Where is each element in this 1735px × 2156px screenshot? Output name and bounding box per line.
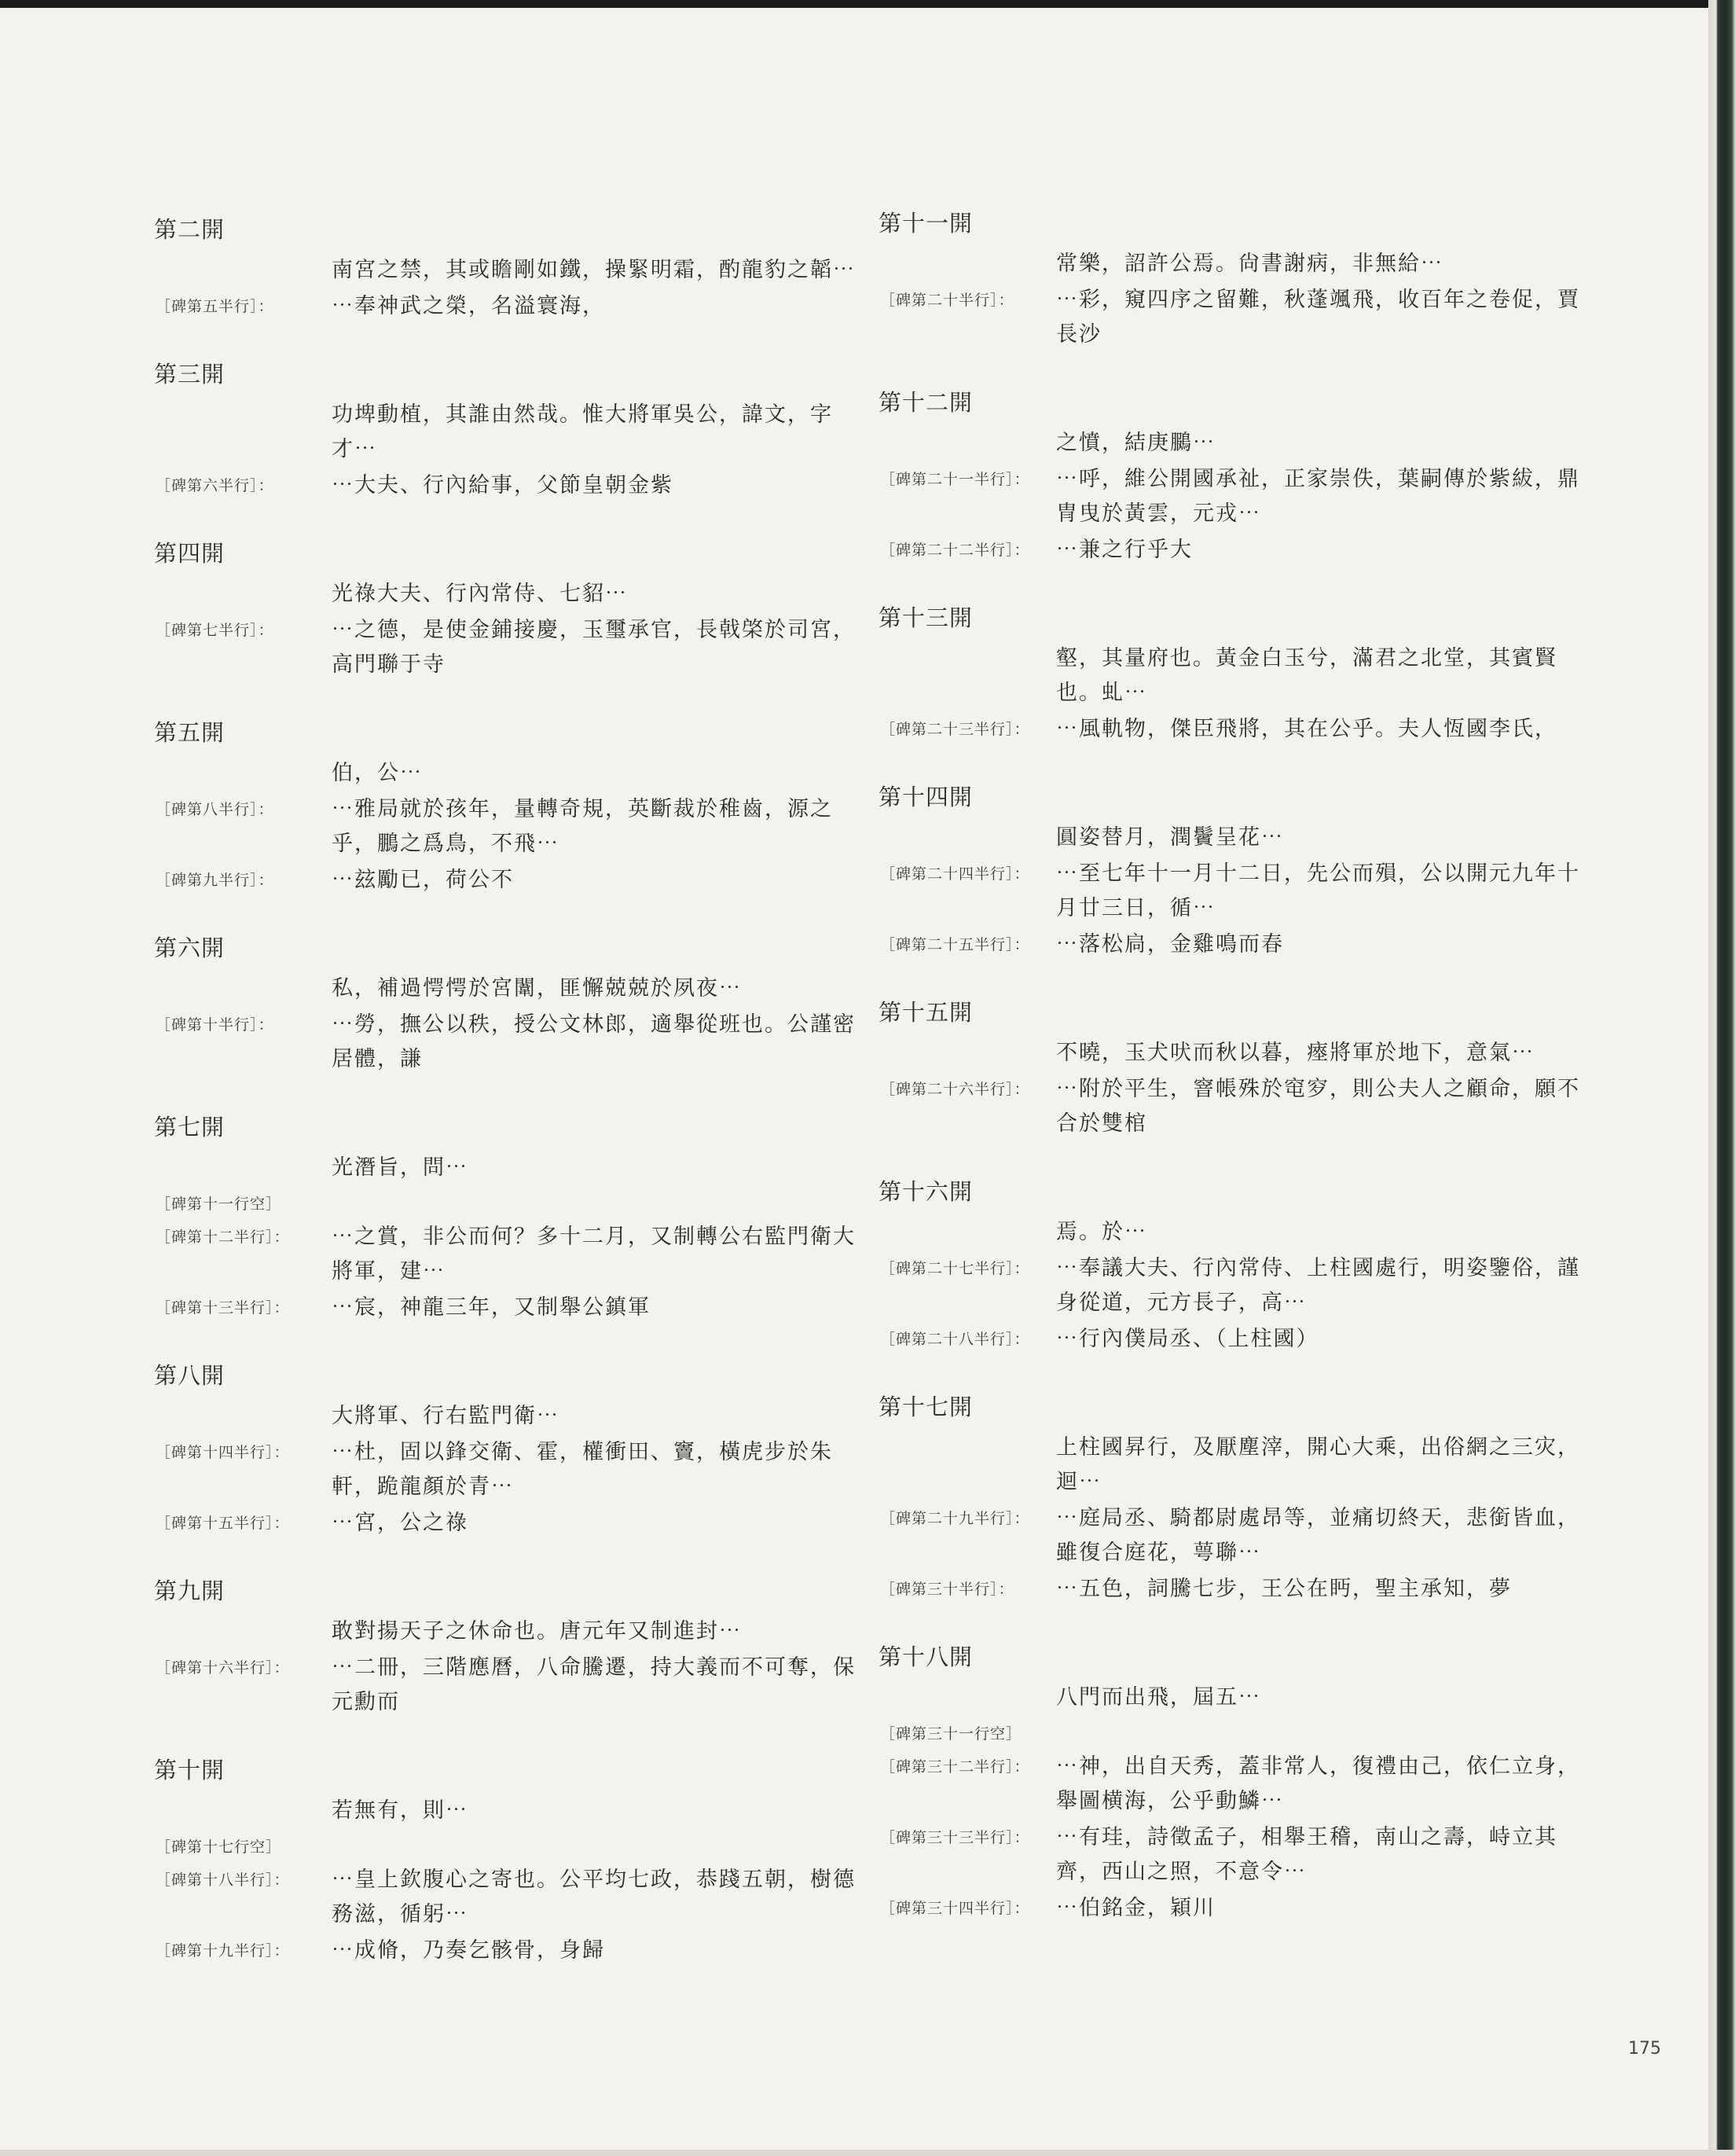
stele-line-label: ［碑第二十六半行］： [880, 1081, 1030, 1098]
stele-line-label: ［碑第十半行］： [156, 1016, 274, 1034]
inscription-text: 之憤，結庚鵩⋯ [1056, 431, 1216, 455]
bottom-edge [0, 2150, 1735, 2156]
stele-line-label: ［碑第六半行］： [156, 477, 274, 494]
inscription-line [154, 1614, 861, 1649]
stele-line-label: ［碑第三十半行］： [880, 1581, 1014, 1598]
section-heading: 第九開 [154, 1578, 226, 1604]
section [879, 601, 1586, 780]
section-heading: 第四開 [154, 540, 226, 567]
inscription-text: 私，補過愕愕於宮闈，匪懈兢兢於夙夜⋯ [332, 976, 742, 1001]
section [154, 1574, 861, 1753]
inscription-line [154, 613, 861, 682]
section [154, 715, 861, 931]
section-heading: 第八開 [154, 1362, 226, 1389]
book-binding [1708, 0, 1735, 2156]
section-heading: 第十五開 [879, 999, 974, 1026]
section [154, 931, 861, 1110]
inscription-line [879, 1891, 1586, 1926]
inscription-line [154, 289, 861, 324]
stele-line-label: ［碑第三十三半行］： [880, 1829, 1030, 1846]
inscription-text: ⋯至七年十一月十二日，先公而殞，公以開元九年十月廿三日，循⋯ [1056, 861, 1580, 920]
inscription-text: ⋯行內僕局丞、（上柱國） [1056, 1327, 1319, 1351]
inscription-line [154, 756, 861, 791]
section-spacer [154, 1077, 861, 1110]
inscription-text: 光祿大夫、行內常侍、七貂⋯ [332, 582, 628, 606]
inscription-text: 大將軍、行右監門衛⋯ [332, 1404, 559, 1428]
section-heading: 第十開 [154, 1757, 226, 1783]
inscription-line [154, 1291, 861, 1325]
inscription-line [154, 253, 861, 288]
inscription-text: 光潛旨，問⋯ [332, 1155, 468, 1180]
inscription-line [879, 247, 1586, 281]
stele-line-label: ［碑第十八半行］： [156, 1871, 290, 1889]
inscription-line [879, 1251, 1586, 1320]
inscription-text: ⋯附於平生，窨帳殊於窀穸，則公夫人之顧命，願不合於雙棺 [1056, 1077, 1580, 1136]
stele-line-label: ［碑第十一行空］ [156, 1196, 282, 1213]
inscription-text: 壑，其量府也。黃金白玉兮，滿君之北堂，其賓賢也。虬⋯ [1056, 646, 1557, 705]
inscription-line [879, 1717, 1586, 1748]
section-spacer [879, 352, 1586, 385]
stele-line-label: ［碑第二十三半行］： [880, 721, 1030, 738]
inscription-line [879, 821, 1586, 855]
section-spacer [879, 1141, 1586, 1174]
inscription-line [154, 468, 861, 503]
stele-line-label: ［碑第七半行］： [156, 622, 274, 639]
inscription-text: ⋯五色，詞騰七步，王公在眄，聖主承知，夢 [1056, 1577, 1512, 1601]
inscription-line [879, 1572, 1586, 1607]
inscription-line [879, 1680, 1586, 1715]
section-spacer [154, 898, 861, 931]
inscription-line [154, 1220, 861, 1289]
inscription-text: ⋯神，出自天秀，蓋非常人，復禮由己，依仁立身，舉圖横海，公乎動鱗⋯ [1056, 1754, 1580, 1813]
inscription-text: ⋯風軌物，傑臣飛將，其在公乎。夫人恆國李氏， [1056, 717, 1557, 741]
inscription-line [154, 1506, 861, 1541]
stele-line-label: ［碑第十三半行］： [156, 1299, 290, 1317]
inscription-text [332, 1187, 861, 1218]
inscription-text: 圓姿替月，潤鬢呈花⋯ [1056, 825, 1284, 850]
section-spacer [154, 1541, 861, 1574]
inscription-line [154, 1399, 861, 1434]
section [879, 1640, 1586, 1959]
section-spacer [879, 1926, 1586, 1959]
section [154, 1753, 861, 2001]
stele-line-label: ［碑第三十二半行］： [880, 1758, 1030, 1776]
stele-line-label: ［碑第十四半行］： [156, 1444, 290, 1461]
inscription-text: 八門而出飛，屆五⋯ [1056, 1685, 1261, 1710]
inscription-line [879, 1501, 1586, 1570]
inscription-line [879, 426, 1586, 461]
section-spacer [154, 503, 861, 536]
stele-line-label: ［碑第二十七半行］： [880, 1260, 1030, 1277]
inscription-text: ⋯成脩，乃奏乞骸骨，身歸 [332, 1938, 605, 1963]
top-edge [0, 0, 1735, 8]
inscription-line [154, 792, 861, 861]
inscription-text: ⋯呼，維公開國承祉，正家崇佚，葉嗣傳於紫紱，鼎冑曳於黃雲，元戎⋯ [1056, 467, 1580, 526]
inscription-text: 若無有，則⋯ [332, 1798, 468, 1823]
section-heading: 第十八開 [879, 1644, 974, 1670]
section [154, 1110, 861, 1358]
inscription-text: ⋯庭局丞、騎都尉處昂等，並痛切終天，悲銜皆血，雖復合庭花，萼聯⋯ [1056, 1506, 1580, 1565]
inscription-line [154, 1651, 861, 1720]
inscription-line [154, 863, 861, 898]
inscription-line [154, 1435, 861, 1504]
inscription-line [154, 1794, 861, 1828]
inscription-line [879, 462, 1586, 531]
inscription-line [154, 1863, 861, 1932]
section-spacer [879, 1607, 1586, 1640]
stele-line-label: ［碑第二十八半行］： [880, 1331, 1030, 1348]
stele-line-label: ［碑第二十五半行］： [880, 936, 1030, 953]
inscription-text: ⋯奉議大夫、行內常侍、上柱國處行，明姿鑒俗，謹身從道，元方長子，高⋯ [1056, 1256, 1580, 1315]
inscription-text: 敢對揚天子之休命也。唐元年又制進封⋯ [332, 1619, 742, 1644]
section [154, 357, 861, 536]
left-column [154, 212, 861, 2001]
inscription-text [332, 1830, 861, 1861]
inscription-text: 伯，公⋯ [332, 761, 423, 785]
stele-line-label: ［碑第二十四半行］： [880, 865, 1030, 883]
stele-line-label: ［碑第八半行］： [156, 801, 274, 818]
stele-line-label: ［碑第三十四半行］： [880, 1900, 1030, 1917]
section-spacer [154, 1720, 861, 1753]
stele-line-label: ［碑第二十九半行］： [880, 1510, 1030, 1527]
section-spacer [154, 1325, 861, 1358]
section [879, 1174, 1586, 1390]
inscription-line [154, 971, 861, 1006]
inscription-line [879, 1820, 1586, 1890]
section-heading: 第六開 [154, 935, 226, 961]
inscription-text: 常樂，詔許公焉。尙書謝病，非無給⋯ [1056, 252, 1443, 276]
inscription-line [154, 577, 861, 612]
inscription-text: ⋯落松扃，金雞鳴而春 [1056, 932, 1284, 957]
inscription-line [879, 1750, 1586, 1819]
section [879, 780, 1586, 995]
section-spacer [879, 962, 1586, 995]
section [154, 212, 861, 357]
inscription-text: ⋯勞，撫公以秩，授公文林郎，適舉從班也。公謹密居體，謙 [332, 1012, 856, 1071]
right-column [879, 206, 1586, 1959]
inscription-line [154, 1187, 861, 1218]
section [154, 1358, 861, 1574]
inscription-text: ⋯彩，窺四序之留難，秋蓬颯飛，收百年之卷促，賈長沙 [1056, 288, 1580, 347]
inscription-line [879, 1215, 1586, 1250]
inscription-text: ⋯之德，是使金鋪接慶，玉璽承官，長戟棨於司宮，高門聯于寺 [332, 618, 856, 677]
inscription-text: ⋯有珪，詩徵孟子，相舉王稽，南山之壽，峙立其齊，西山之照，不意令⋯ [1056, 1825, 1557, 1884]
section-spacer [879, 747, 1586, 780]
section [154, 536, 861, 715]
inscription-text: ⋯玆勵已，荷公不 [332, 868, 514, 892]
stele-line-label: ［碑第二十二半行］： [880, 542, 1030, 559]
inscription-line [879, 283, 1586, 352]
section-heading: 第十六開 [879, 1178, 974, 1205]
stele-line-label: ［碑第九半行］： [156, 872, 274, 889]
inscription-text: 南宮之禁，其或瞻剛如鐵，操緊明霜，酌龍豹之韜⋯ [332, 258, 856, 282]
inscription-line [879, 1036, 1586, 1071]
section-heading: 第十七開 [879, 1394, 974, 1420]
section-spacer [879, 567, 1586, 601]
inscription-text [1056, 1717, 1586, 1748]
inscription-text: ⋯宮，公之祿 [332, 1511, 468, 1535]
section-heading: 第七開 [154, 1114, 226, 1140]
inscription-line [879, 712, 1586, 747]
inscription-text: 焉。於⋯ [1056, 1220, 1147, 1244]
section-heading: 第十四開 [879, 784, 974, 810]
section-spacer [154, 682, 861, 715]
section-spacer [879, 1357, 1586, 1390]
inscription-line [154, 1934, 861, 1968]
stele-line-label: ［碑第三十一行空］ [880, 1725, 1022, 1743]
section [879, 206, 1586, 385]
inscription-text: ⋯雅局就於孩年，量轉奇規，英斷裁於稚齒，源之乎，鵬之爲鳥，不飛⋯ [332, 797, 833, 856]
section [879, 1390, 1586, 1640]
inscription-line [879, 857, 1586, 926]
inscription-text: ⋯宸，神龍三年，又制舉公鎮軍 [332, 1295, 651, 1320]
stele-line-label: ［碑第二十一半行］： [880, 471, 1030, 488]
inscription-text: ⋯兼之行乎大 [1056, 538, 1193, 562]
stele-line-label: ［碑第二十半行］： [880, 292, 1014, 309]
inscription-line [154, 398, 861, 467]
section-heading: 第二開 [154, 216, 226, 243]
section-spacer [154, 1968, 861, 2001]
section-heading: 第十二開 [879, 389, 974, 416]
stele-line-label: ［碑第十五半行］： [156, 1515, 290, 1532]
inscription-text: 功埤動植，其誰由然哉。惟大將軍吳公，諱文，字才⋯ [332, 402, 833, 461]
section-heading: 第十一開 [879, 210, 974, 237]
inscription-text: 上柱國昇行，及厭塵滓，開心大乘，出俗網之三灾，迴⋯ [1056, 1435, 1580, 1494]
inscription-line [154, 1151, 861, 1185]
inscription-text: ⋯大夫、行內給事，父節皇朝金紫 [332, 473, 673, 498]
inscription-text: 不曉，玉犬吠而秋以暮，瘞將軍於地下，意氣⋯ [1056, 1041, 1535, 1065]
inscription-line [879, 927, 1586, 962]
inscription-line [879, 533, 1586, 567]
inscription-text: ⋯杜，固以鋒交衛、霍，權衝田、竇，橫虎步於朱軒，跪龍顏於青⋯ [332, 1440, 833, 1499]
stele-line-label: ［碑第十二半行］： [156, 1229, 290, 1246]
inscription-line [154, 1830, 861, 1861]
inscription-text: ⋯皇上欽腹心之寄也。公平均七政，恭踐五朝，樹德務滋，循躬⋯ [332, 1868, 856, 1926]
inscription-text: ⋯伯銘金，穎川 [1056, 1896, 1216, 1920]
inscription-line [879, 1431, 1586, 1500]
inscription-line [879, 1072, 1586, 1141]
section [879, 995, 1586, 1174]
inscription-text: ⋯二冊，三階應曆，八命騰遷，持大義而不可奪，保元勳而 [332, 1655, 856, 1714]
inscription-line [879, 641, 1586, 711]
section-heading: 第三開 [154, 361, 226, 387]
stele-line-label: ［碑第十六半行］： [156, 1659, 290, 1677]
stele-line-label: ［碑第五半行］： [156, 298, 274, 315]
section [879, 385, 1586, 601]
inscription-text: ⋯奉神武之榮，名溢寰海， [332, 294, 605, 318]
section-heading: 第五開 [154, 719, 226, 746]
section-spacer [154, 324, 861, 357]
inscription-line [154, 1008, 861, 1077]
page-number: 175 [1628, 2039, 1661, 2059]
stele-line-label: ［碑第十七行空］ [156, 1838, 282, 1856]
section-heading: 第十三開 [879, 604, 974, 631]
inscription-line [879, 1322, 1586, 1357]
inscription-text: ⋯之賞，非公而何？多十二月，又制轉公右監門衛大將軍，建⋯ [332, 1225, 856, 1284]
stele-line-label: ［碑第十九半行］： [156, 1942, 290, 1959]
